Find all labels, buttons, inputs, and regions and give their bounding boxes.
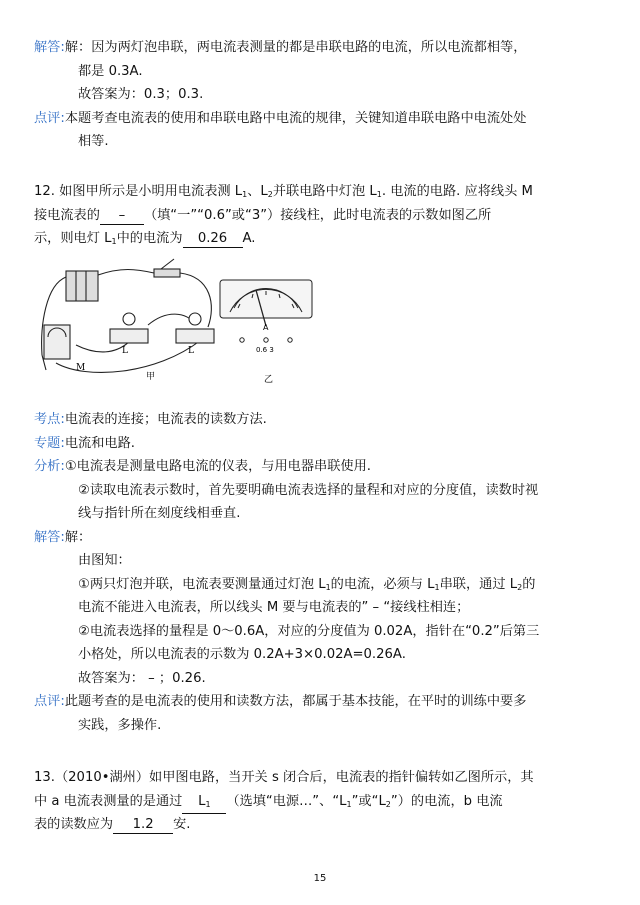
q12-jieda2: ①两只灯泡并联，电流表要测量通过灯泡 $L_1$的电流，必须与 $L_1$串联，通过 $L_2$的 [78,576,536,592]
q11-answer: 故答案为：0.3；0.3. [78,87,204,102]
label-yi: 乙 [264,375,274,385]
q13-blank2: 1.2 [113,816,173,834]
q12-jieda4: ②电流表选择的量程是 0～0.6A，对应的分度值为 0.02A，指针在“0.2”后第三 [78,623,540,639]
q12-dianping2: 实践，多操作. [78,717,162,733]
q12-fenxi1: 分析:①电流表是测量电路电流的仪表，与用电器串联使用. [34,459,371,474]
ammeter-figure-yi [218,278,318,388]
q11-dianping-line1: 点评:本题考查电流表的使用和串联电路中电流的规律，关键知道串联电路中电流处处 [34,110,527,126]
jieda-tag: 解答: [34,40,65,55]
q12-line1: 12. 如图甲所示是小明用电流表测 $L_1$、$L_2$并联电路中灯泡 $L_1$. 电流的电路. 应将线头 M [34,184,533,199]
label-l1: L [122,346,128,356]
q11-solution [34,36,608,154]
q12-fenxi2: ②读取电流表示数时，首先要明确电流表选择的量程和对应的分度值，读数时视 [78,482,539,498]
dianping-tag: 点评: [34,110,65,126]
label-l2: L [188,346,194,356]
q12-jieda3: 电流不能进入电流表，所以线头 M 要与电流表的” – “接线柱相连； [78,600,470,615]
q12-line3: 示，则电灯 $L_1$中的电流为 0.26 A. [34,231,256,246]
q12-jieda0: 解答:解： [34,529,92,545]
q13-line3: 表的读数应为 1.2 安. [34,817,191,832]
q11-dianping-line2: 相等. [78,134,109,149]
label-m: M [76,363,86,373]
q13-stem [34,766,608,837]
q12-blank2: 0.26 [183,230,243,248]
q12-zhuanti: 专题:电流和电路. [34,435,135,451]
q13-blank1: $L_1$ [182,793,226,814]
q12-line2: 接电流表的 – （填“一”“0.6”或“3”）接线柱，此时电流表的示数如图乙所 [34,207,492,223]
q11-jieda-line1: 解答:解：因为两灯泡串联，两电流表测量的都是串联电路的电流，所以电流都相等， [34,40,527,55]
q12-answer: 故答案为： – ；0.26. [78,670,206,686]
q12-kaodian: 考点:电流表的连接；电流表的读数方法. [34,412,267,427]
q12-analysis [34,408,608,737]
q12-blank1: – [100,207,144,225]
q12-stem [34,180,608,251]
label-a: A [263,323,269,332]
q13-line1: 13.（2010•湖州）如甲图电路，当开关 s 闭合后，电流表的指针偏转如乙图所示，其 [34,770,534,785]
terminal-labels: 0.6 3 [256,346,274,354]
q13-line2: 中 a 电流表测量的是通过 $L_1$ （选填“电源…”、“$L_1$”或“$L_2$”）的电流，b 电流 [34,790,608,814]
page-number: 15 [313,873,327,884]
label-jia: 甲 [146,372,156,382]
q12-dianping1: 点评:此题考查的是电流表的使用和读数方法，都属于基本技能，在平时的训练中要多 [34,694,527,709]
q12-fenxi3: 线与指针所在刻度线相垂直. [78,506,241,521]
circuit-figure-jia [36,255,226,385]
q12-jieda5: 小格处，所以电流表的示数为 0.2A+3×0.02A=0.26A. [78,647,406,662]
q12-jieda1: 由图知： [78,553,131,568]
q11-jieda-line2: 都是 0.3A. [78,63,143,79]
